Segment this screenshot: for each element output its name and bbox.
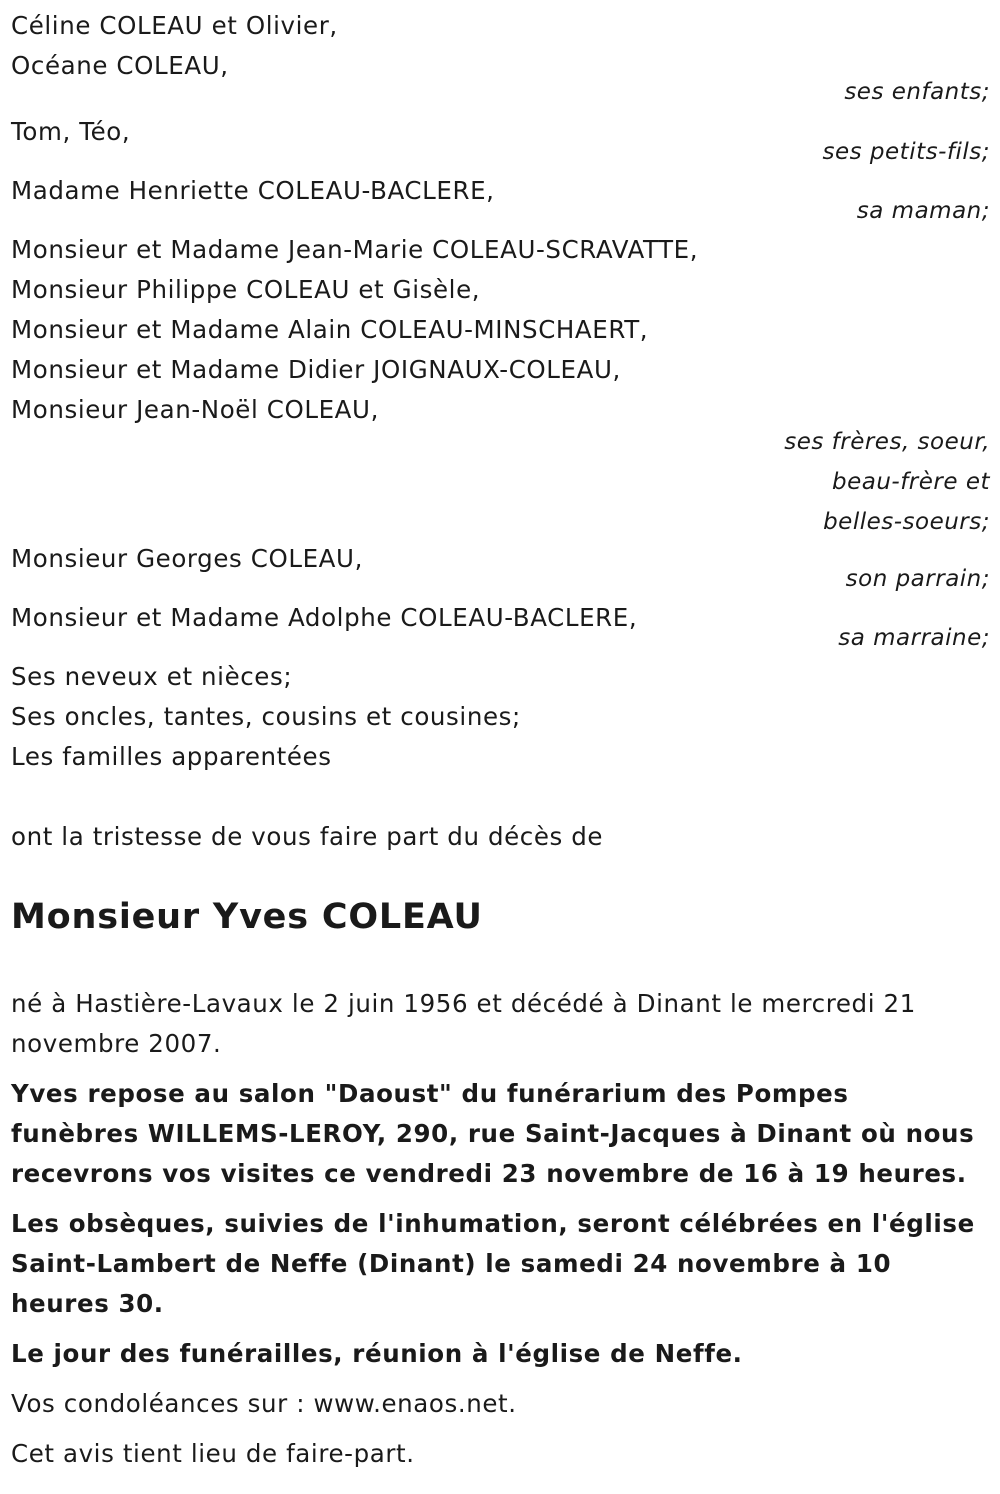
extended-family-line: Ses neveux et nièces; (11, 662, 293, 691)
condolences-text: Vos condoléances sur : www.enaos.net. (11, 1389, 517, 1418)
family-name-line: Monsieur Jean-Noël COLEAU, (11, 395, 379, 424)
family-role: son parrain; (845, 566, 990, 592)
family-name-line: Monsieur et Madame Jean-Marie COLEAU-SCRAVATTE, (11, 235, 699, 264)
visitation-text: Yves repose au salon "Daoust" du funérarium des Pompes funèbres WILLEMS-LEROY, 290, rue Saint-Jacques à Dinant où nous recevrons vos visites ce vendredi 23 novembre de 16 à 19 heures. (11, 1079, 975, 1188)
birth-death-text: né à Hastière-Lavaux le 2 juin 1956 et décédé à Dinant le mercredi 21 novembre 2007. (11, 989, 916, 1058)
notice-text: Cet avis tient lieu de faire-part. (11, 1439, 415, 1468)
extended-family (11, 657, 990, 777)
extended-family-line: Ses oncles, tantes, cousins et cousines; (11, 702, 521, 731)
family-group-mother (11, 171, 990, 227)
family-name-line: Monsieur et Madame Didier JOIGNAUX-COLEAU, (11, 355, 621, 384)
family-name-line: Monsieur et Madame Adolphe COLEAU-BACLERE, (11, 603, 638, 632)
family-group-children (11, 6, 990, 108)
funeral-text: Les obsèques, suivies de l'inhumation, seront célébrées en l'église Saint-Lambert de Neffe (Dinant) le samedi 24 novembre à 10 heures 30. (11, 1209, 975, 1318)
family-name-line: Monsieur Philippe COLEAU et Gisèle, (11, 275, 481, 304)
family-role: sa marraine; (838, 625, 990, 651)
family-name-line: Madame Henriette COLEAU-BACLERE, (11, 176, 495, 205)
family-group-godmother (11, 598, 990, 654)
family-group-grandsons (11, 112, 990, 168)
family-name-line: Monsieur Georges COLEAU, (11, 544, 363, 573)
extended-family-line: Les familles apparentées (11, 742, 332, 771)
family-role: belles-soeurs; (823, 509, 990, 535)
deceased-name: Monsieur Yves COLEAU (11, 897, 483, 937)
family-group-godfather (11, 539, 990, 595)
family-role: ses petits-fils; (822, 139, 990, 165)
family-name-line: Océane COLEAU, (11, 51, 229, 80)
family-role: sa maman; (856, 198, 990, 224)
family-group-siblings (11, 230, 990, 542)
family-name-line: Monsieur et Madame Alain COLEAU-MINSCHAERT, (11, 315, 649, 344)
obituary-notice (11, 0, 990, 1474)
family-name-line: Tom, Téo, (11, 117, 131, 146)
family-role: ses frères, soeur, (784, 429, 990, 455)
family-role: ses enfants; (844, 79, 990, 105)
meeting-text: Le jour des funérailles, réunion à l'église de Neffe. (11, 1339, 743, 1368)
announcement-text: ont la tristesse de vous faire part du décès de (11, 822, 604, 851)
family-name-line: Céline COLEAU et Olivier, (11, 11, 338, 40)
family-role: beau-frère et (831, 469, 990, 495)
